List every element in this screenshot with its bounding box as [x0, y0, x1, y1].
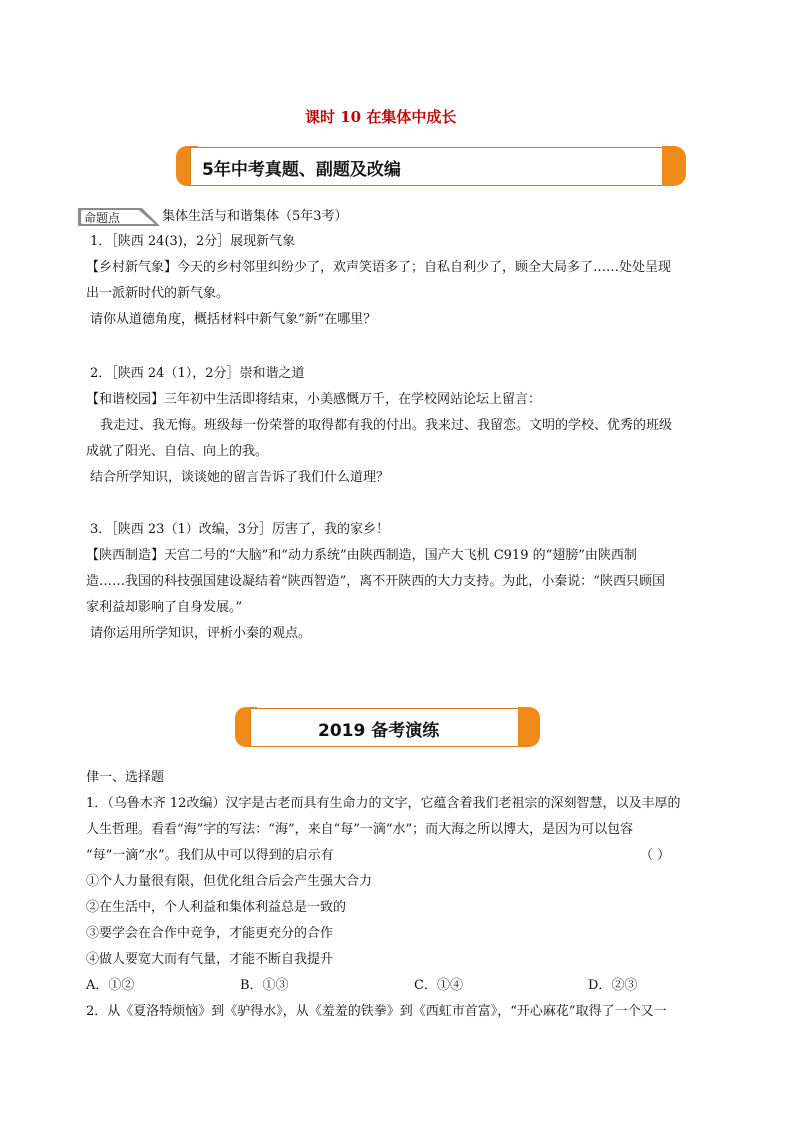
page-title: 课时 10 在集体中成长 [305, 108, 457, 126]
topic-title: 集体生活与和谐集体（5年3考） [162, 209, 348, 224]
statement-option: ①个人力量很有限，但优化组合后会产生强大合力 [86, 874, 373, 889]
tag-label: 命题点 [84, 211, 121, 225]
question-line: 2．从《夏洛特烦恼》到《驴得水》，从《羞羞的铁拳》到《西虹市首富》，“开心麻花”取得了一个又一 [86, 1004, 667, 1019]
question-2-heading: 2．［陕西 24（1），2分］崇和谐之道 [90, 366, 305, 381]
question-1-heading: 1．［陕西 24(3)，2分］展现新气象 [90, 234, 296, 249]
material-line: 家利益却影响了自身发展。” [86, 600, 243, 615]
material-line: 【乡村新气象】今天的乡村邻里纠纷少了，欢声笑语多了；自私自利少了，顾全大局多了……处处呈现 [86, 260, 672, 275]
statement-option: ②在生活中，个人利益和集体利益总是一致的 [86, 900, 347, 915]
question-line: “每”一滴“水”。我们从中可以得到的启示有 [86, 848, 334, 863]
statement-option: ④做人要宽大而有气量，才能不断自我提升 [86, 952, 334, 967]
choice-b: B．①③ [240, 978, 289, 993]
material-line: 【和谐校园】三年初中生活即将结束，小美感慨万千，在学校网站论坛上留言： [86, 392, 542, 407]
question-prompt: 结合所学知识，谈谈她的留言告诉了我们什么道理？ [90, 470, 390, 485]
material-line: 出一派新时代的新气象。 [86, 286, 230, 301]
question-prompt: 请你运用所学知识，评析小秦的观点。 [90, 626, 312, 641]
material-line: 【陕西制造】天宫二号的“大脑”和“动力系统”由陕西制造，国产大飞机 C919 的“翅膀”由陕西制 [86, 548, 637, 563]
material-line: 成就了阳光、自信、向上的我。 [86, 444, 269, 459]
question-line: 1．（乌鲁木齐 12改编）汉字是古老而具有生命力的文字，它蕴含着我们老祖宗的深刻智慧，以及丰厚的 [86, 796, 681, 811]
section-heading: 侓一、选择题 [86, 770, 165, 785]
question-prompt: 请你从道德角度，概括材料中新气象“新”在哪里？ [90, 312, 377, 327]
answer-blank: （ ） [640, 848, 671, 863]
material-line: 我走过、我无悔。班级每一份荣誉的取得都有我的付出。我来过、我留恋。文明的学校、优秀的班级 [100, 418, 673, 433]
choice-d: D．②③ [588, 978, 638, 993]
material-line: 造……我国的科技强国建设凝结着“陕西智造”，离不开陕西的大力支持。为此，小秦说：“陕西只顾国 [86, 574, 665, 589]
choice-c: C．①④ [414, 978, 463, 993]
statement-option: ③要学会在合作中竞争，才能更充分的合作 [86, 926, 334, 941]
banner-title: 2019 备考演练 [318, 721, 440, 741]
question-3-heading: 3．［陕西 23（1）改编，3分］厉害了，我的家乡！ [90, 522, 389, 537]
question-line: 人生哲理。看看“海”字的写法：“海”，来自“每”一滴“水”；而大海之所以博大，是因为可以包容 [86, 822, 634, 837]
choice-a: A．①② [86, 978, 135, 993]
banner-title: 5年中考真题、副题及改编 [202, 160, 401, 180]
